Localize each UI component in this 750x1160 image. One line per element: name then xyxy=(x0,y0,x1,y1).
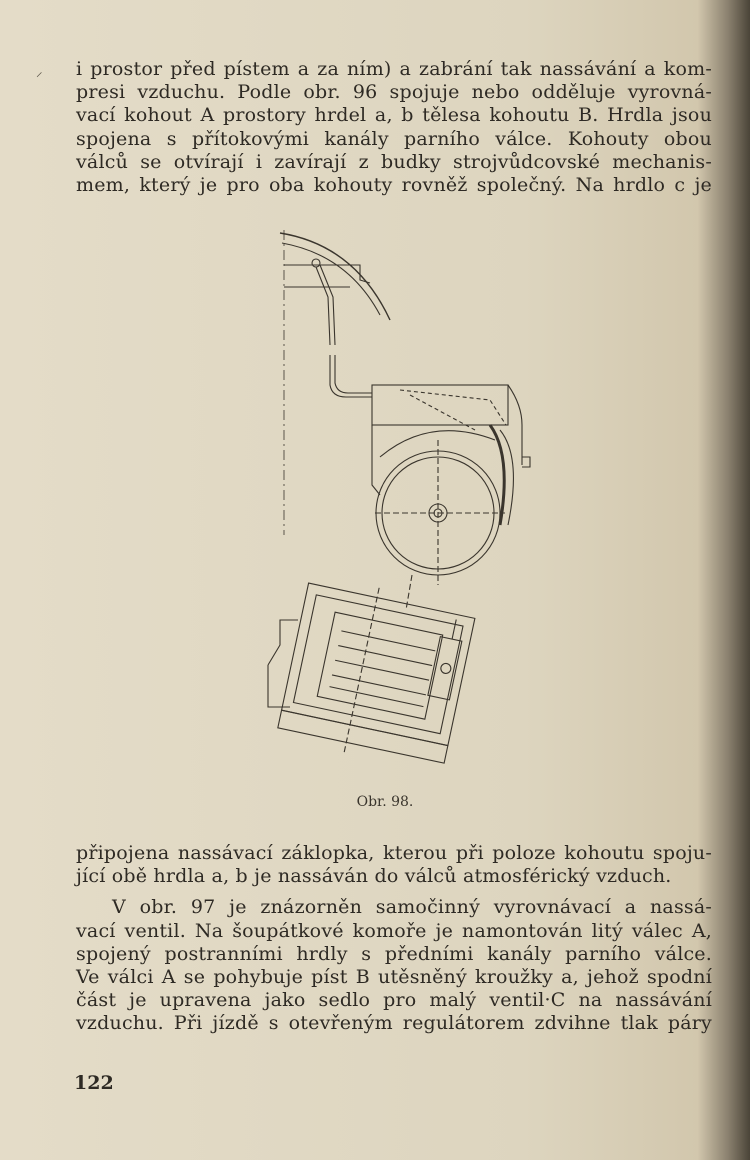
text-line: V obr. 97 je znázorněn samočinný vyrovnávací a nassá- xyxy=(112,896,712,919)
text-line: vací kohout A prostory hrdel a, b tělesa kohoutu B. Hrdla jsou xyxy=(76,104,712,127)
text-line: mem, který je pro oba kohouty rovněž společný. Na hrdlo c je xyxy=(76,174,712,197)
text-line: spojený postranními hrdly s předními kanály parního válce. xyxy=(76,942,712,965)
text-line: Ve válci A se pohybuje píst B utěsněný kroužky a, jehož spodní xyxy=(76,966,712,989)
text-line: presi vzduchu. Podle obr. 96 spojuje nebo odděluje vyrovná- xyxy=(76,81,712,104)
text-line: i prostor před pístem a za ním) a zabrání tak nassávání a kom- xyxy=(76,58,712,80)
text-line: připojena nassávací záklopka, kterou při poloze kohoutu spoju- xyxy=(76,842,712,864)
text-line: válců se otvírají i zavírají z budky strojvůdcovské mechanis- xyxy=(76,150,712,173)
margin-mark: ⸝ xyxy=(36,65,43,80)
figure-caption: Obr. 98. xyxy=(356,794,414,810)
bottom-text xyxy=(76,842,712,1036)
text-line: vací ventil. Na šoupátkové komoře je namontován litý válec A, xyxy=(76,919,712,942)
valve-drawing xyxy=(260,225,550,785)
text-line: jící obě hrdla a, b je nassáván do válců atmosférický vzduch. xyxy=(76,865,672,888)
technical-drawing-figure xyxy=(260,225,550,785)
text-line: spojena s přítokovými kanály parního válce. Kohouty obou xyxy=(76,127,712,150)
page-number: 122 xyxy=(74,1072,114,1094)
text-line: vzduchu. Při jízdě s otevřeným regulátorem zdvihne tlak páry xyxy=(76,1012,712,1035)
top-paragraph xyxy=(76,58,712,197)
text-line: část je upravena jako sedlo pro malý ventil·C na nassávání xyxy=(76,989,712,1012)
